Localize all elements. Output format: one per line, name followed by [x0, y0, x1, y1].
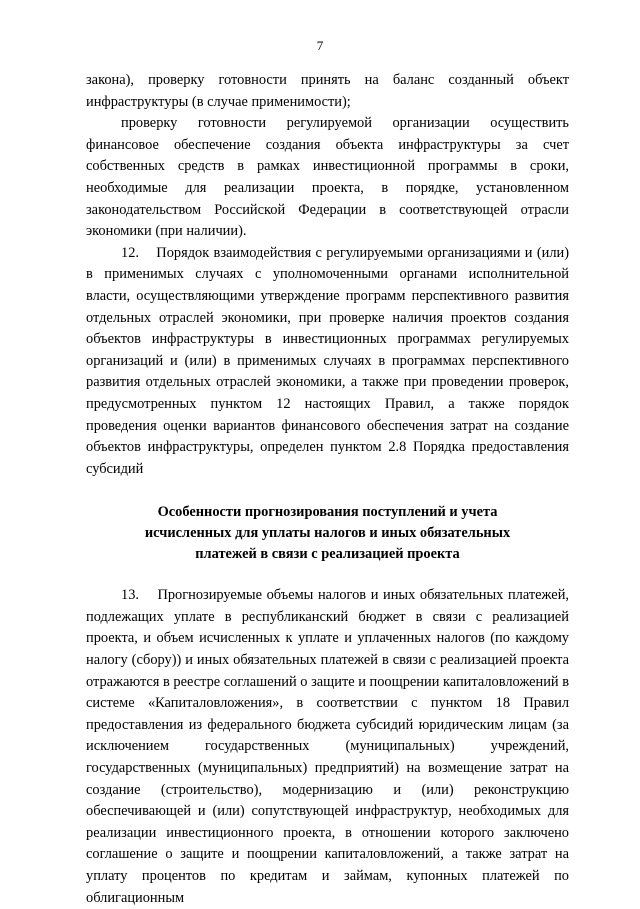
- paragraph-12: 12. Порядок взаимодействия с регулируемыми организациями и (или) в применимых случаях с уполномоченными органами исполнительной власти, осуществляющими утверждение программ перспективного развития отдельных отраслей экономики, при проверке наличия проектов создания объектов инфраструктуры в инвестиционных программах регулируемых организаций и (или) в применимых случаях в программах перспективного развития отдельных отраслей экономики, а также при проведении проверок, предусмотренных пунктом 12 настоящих Правил, а также порядок проведения оценки вариантов финансового обеспечения затрат на создание объектов инфраструктуры, определен пунктом 2.8 Порядка предоставления субсидий: [86, 244, 569, 477]
- paragraph-13: 13. Прогнозируемые объемы налогов и иных обязательных платежей, подлежащих уплате в республиканский бюджет в связи с реализацией проекта, и объем исчисленных к уплате и уплаченных налогов (по каждому налогу (сбору)) и иных обязательных платежей в связи с реализацией проекта отражаются в реестре соглашений о защите и поощрении капиталовложений в системе «Капиталовложения», в соответствии с пунктом 18 Правил предоставления из федерального бюджета субсидий юридическим лицам (за исключением государственных (муниципальных) учреждений, государственных (муниципальных) предприятий) на возмещение затрат на создание (строительство), модернизацию и (или) реконструкцию обеспечивающей и (или) сопутствующей инфраструктур, необходимых для реализации инвестиционного проекта, в отношении которого заключено соглашение о защите и поощрении капиталовложений, а также затрат на уплату процентов по кредитам и займам, купонных платежей по облигационным: [86, 587, 569, 906]
- section-heading-line-2: исчисленных для уплаты налогов и иных обязательных: [144, 525, 511, 542]
- section-heading-line-3: платежей в связи с реализацией проекта: [195, 546, 460, 563]
- section-heading-line-1: Особенности прогнозирования поступлений и учета: [157, 504, 498, 521]
- page-number: 7: [316, 38, 324, 53]
- document-body: [86, 70, 569, 909]
- section-heading: [86, 502, 569, 565]
- paragraph-continuation: закона), проверку готовности принять на баланс созданный объект инфраструктуры (в случае применимости);: [86, 72, 569, 110]
- paragraph-financing-check: проверку готовности регулируемой организации осуществить финансовое обеспечение создания объекта инфраструктуры за счет собственных средств в рамках инвестиционной программы в сроки, необходимые для реализации проекта, в порядке, установленном законодательством Российской Федерации в соответствующей отрасли экономики (при наличии).: [86, 115, 569, 240]
